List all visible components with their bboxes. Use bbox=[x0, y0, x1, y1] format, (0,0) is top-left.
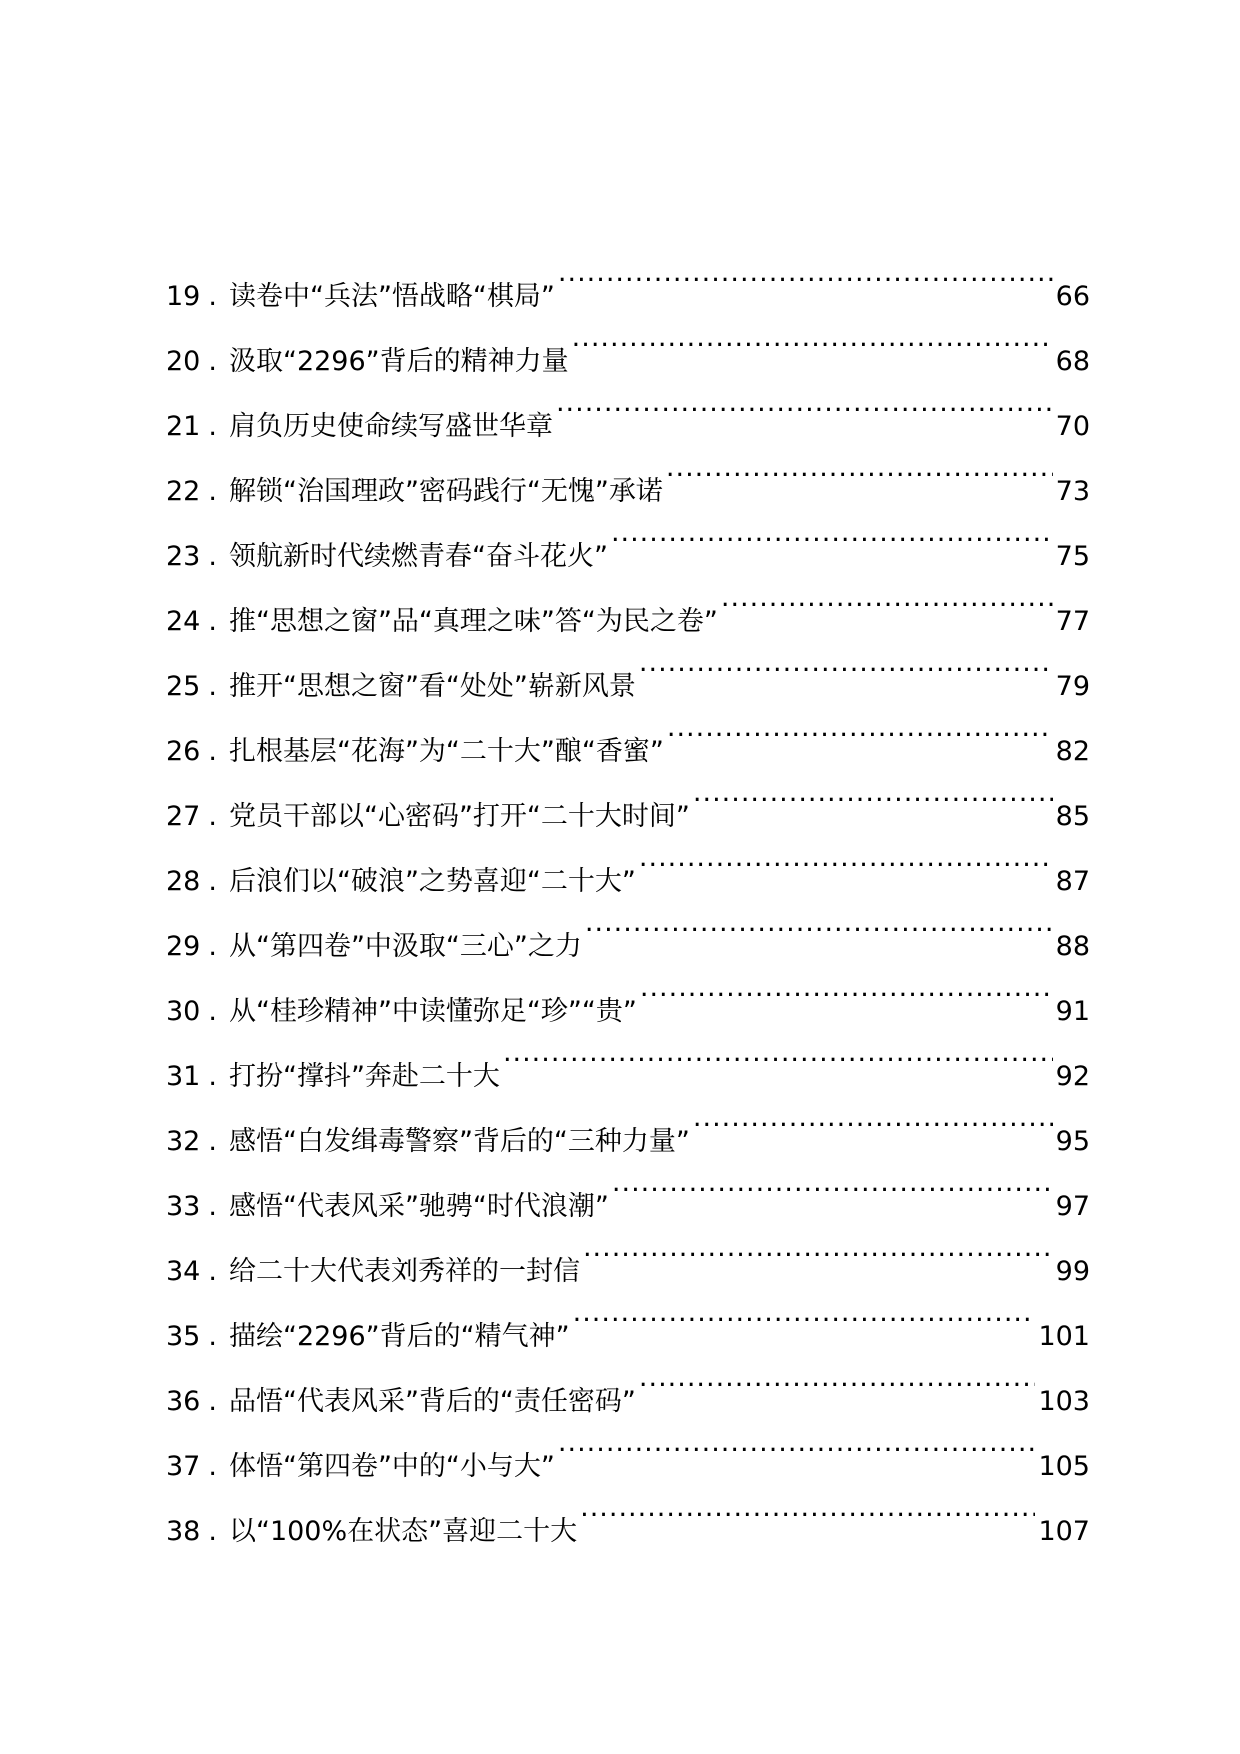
toc-dot-leader bbox=[721, 565, 1053, 630]
toc-entry-title: 感悟“白发缉毒警察”背后的“三种力量” bbox=[228, 1126, 690, 1157]
toc-entry-number: 31 bbox=[166, 1061, 201, 1092]
toc-entry-separator: . bbox=[208, 1191, 217, 1222]
toc-entry-number: 25 bbox=[166, 671, 201, 702]
toc-entry-number: 28 bbox=[166, 866, 201, 897]
toc-entry-title: 扎根基层“花海”为“二十大”酿“香蜜” bbox=[228, 736, 664, 767]
toc-entry-page: 87 bbox=[1055, 866, 1090, 897]
toc-entry-separator: . bbox=[208, 476, 217, 507]
toc-dot-leader bbox=[640, 955, 1053, 1020]
toc-dot-leader bbox=[611, 500, 1053, 565]
toc-entry-title: 描绘“2296”背后的“精气神” bbox=[228, 1321, 570, 1352]
toc-entry-number: 32 bbox=[166, 1126, 201, 1157]
toc-entry-number: 23 bbox=[166, 541, 201, 572]
toc-entry-title: 汲取“2296”背后的精神力量 bbox=[228, 346, 569, 377]
toc-entry-page: 77 bbox=[1055, 606, 1090, 637]
toc-entry-number: 21 bbox=[166, 411, 201, 442]
toc-entry-separator: . bbox=[208, 1061, 217, 1092]
toc-entry-separator: . bbox=[208, 866, 217, 897]
toc-entry-page: 88 bbox=[1055, 931, 1090, 962]
toc-dot-leader bbox=[612, 1150, 1053, 1215]
toc-entry-number: 20 bbox=[166, 346, 201, 377]
toc-entry-title: 党员干部以“心密码”打开“二十大时间” bbox=[228, 801, 690, 832]
toc-entry-separator: . bbox=[208, 346, 217, 377]
toc-entry-separator: . bbox=[208, 1451, 217, 1482]
toc-entry-separator: . bbox=[208, 1256, 217, 1287]
toc-dot-leader bbox=[556, 370, 1053, 435]
toc-entry-page: 68 bbox=[1055, 346, 1090, 377]
toc-entry-separator: . bbox=[208, 1126, 217, 1157]
toc-entry-title: 解锁“治国理政”密码践行“无愧”承诺 bbox=[228, 476, 663, 507]
toc-entry-page: 101 bbox=[1038, 1321, 1090, 1352]
toc-entry-separator: . bbox=[208, 801, 217, 832]
toc-dot-leader bbox=[666, 435, 1053, 500]
toc-entry-title: 品悟“代表风采”背后的“责任密码” bbox=[228, 1386, 636, 1417]
toc-dot-leader bbox=[573, 1280, 1036, 1345]
toc-entry-title: 以“100%在状态”喜迎二十大 bbox=[228, 1516, 578, 1547]
toc-entry-page: 70 bbox=[1055, 411, 1090, 442]
toc-entry-page: 92 bbox=[1055, 1061, 1090, 1092]
toc-entry-number: 35 bbox=[166, 1321, 201, 1352]
toc-entry-page: 99 bbox=[1055, 1256, 1090, 1287]
toc-dot-leader bbox=[639, 825, 1053, 890]
toc-entry-title: 肩负历史使命续写盛世华章 bbox=[228, 411, 553, 442]
toc-entry-page: 103 bbox=[1038, 1386, 1090, 1417]
toc-entry-title: 后浪们以“破浪”之势喜迎“二十大” bbox=[228, 866, 636, 897]
toc-entry-separator: . bbox=[208, 1386, 217, 1417]
toc-entry-title: 感悟“代表风采”驰骋“时代浪潮” bbox=[228, 1191, 609, 1222]
toc-entry-title: 推“思想之窗”品“真理之味”答“为民之卷” bbox=[228, 606, 718, 637]
toc-entry-page: 66 bbox=[1055, 281, 1090, 312]
toc-entry-title: 从“第四卷”中汲取“三心”之力 bbox=[228, 931, 582, 962]
toc-entry-separator: . bbox=[208, 1321, 217, 1352]
toc-entry-title: 打扮“撑抖”奔赴二十大 bbox=[228, 1061, 500, 1092]
toc-entry-number: 29 bbox=[166, 931, 201, 962]
toc-entry-page: 73 bbox=[1055, 476, 1090, 507]
toc-entry-title: 推开“思想之窗”看“处处”崭新风景 bbox=[228, 671, 636, 702]
toc-entry-page: 91 bbox=[1055, 996, 1090, 1027]
toc-entry-title: 从“桂珍精神”中读懂弥足“珍”“贵” bbox=[228, 996, 637, 1027]
toc-entry-19[interactable] bbox=[166, 240, 1090, 312]
toc-entry-number: 19 bbox=[166, 281, 201, 312]
toc-entry-page: 107 bbox=[1038, 1516, 1090, 1547]
toc-dot-leader bbox=[639, 630, 1053, 695]
toc-dot-leader bbox=[580, 1475, 1035, 1540]
toc-entry-number: 22 bbox=[166, 476, 201, 507]
toc-dot-leader bbox=[583, 1215, 1053, 1280]
toc-dot-leader bbox=[693, 1085, 1053, 1150]
toc-entry-page: 97 bbox=[1055, 1191, 1090, 1222]
toc-entry-separator: . bbox=[208, 736, 217, 767]
toc-dot-leader bbox=[503, 1020, 1053, 1085]
toc-entry-page: 85 bbox=[1055, 801, 1090, 832]
toc-entry-number: 26 bbox=[166, 736, 201, 767]
table-of-contents bbox=[166, 240, 1090, 1547]
toc-entry-page: 75 bbox=[1055, 541, 1090, 572]
toc-entry-title: 体悟“第四卷”中的“小与大” bbox=[228, 1451, 555, 1482]
toc-entry-number: 34 bbox=[166, 1256, 201, 1287]
toc-entry-number: 27 bbox=[166, 801, 201, 832]
toc-entry-number: 24 bbox=[166, 606, 201, 637]
toc-entry-title: 给二十大代表刘秀祥的一封信 bbox=[228, 1256, 580, 1287]
toc-entry-separator: . bbox=[208, 541, 217, 572]
toc-entry-page: 105 bbox=[1038, 1451, 1090, 1482]
toc-dot-leader bbox=[558, 1410, 1036, 1475]
toc-entry-number: 30 bbox=[166, 996, 201, 1027]
toc-dot-leader bbox=[667, 695, 1053, 760]
toc-entry-title: 领航新时代续燃青春“奋斗花火” bbox=[228, 541, 608, 572]
toc-entry-separator: . bbox=[208, 931, 217, 962]
toc-dot-leader bbox=[572, 305, 1053, 370]
toc-entry-separator: . bbox=[208, 1516, 217, 1547]
toc-dot-leader bbox=[693, 760, 1053, 825]
toc-entry-number: 37 bbox=[166, 1451, 201, 1482]
toc-entry-number: 38 bbox=[166, 1516, 201, 1547]
toc-entry-page: 79 bbox=[1055, 671, 1090, 702]
toc-dot-leader bbox=[639, 1345, 1036, 1410]
toc-entry-separator: . bbox=[208, 996, 217, 1027]
toc-entry-number: 36 bbox=[166, 1386, 201, 1417]
toc-entry-title: 读卷中“兵法”悟战略“棋局” bbox=[228, 281, 555, 312]
toc-entry-page: 82 bbox=[1055, 736, 1090, 767]
toc-entry-number: 33 bbox=[166, 1191, 201, 1222]
toc-dot-leader bbox=[585, 890, 1053, 955]
toc-entry-separator: . bbox=[208, 411, 217, 442]
toc-entry-separator: . bbox=[208, 671, 217, 702]
toc-entry-page: 95 bbox=[1055, 1126, 1090, 1157]
toc-entry-separator: . bbox=[208, 606, 217, 637]
toc-entry-separator: . bbox=[208, 281, 217, 312]
toc-dot-leader bbox=[558, 240, 1053, 305]
